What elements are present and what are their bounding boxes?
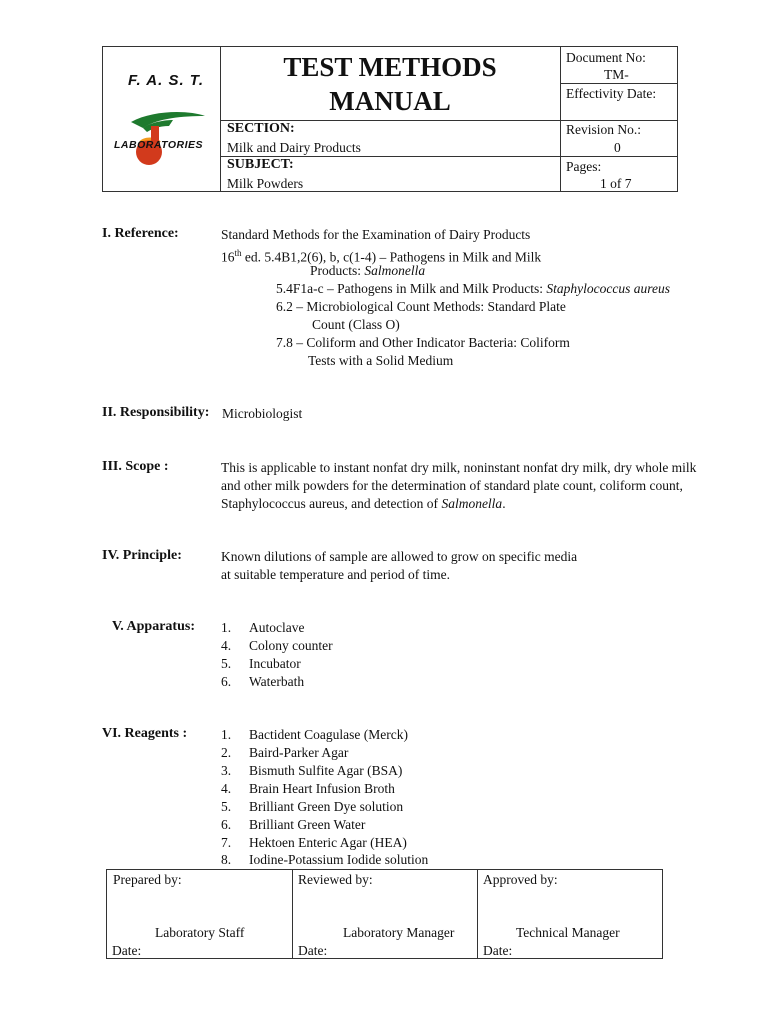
organism-name: Staphylococcus aureus <box>546 281 670 296</box>
reference-text: Products: <box>310 263 365 278</box>
item-text: Baird-Parker Agar <box>249 745 349 760</box>
item-number: 6. <box>221 674 232 689</box>
approved-by-name: Technical Manager <box>516 925 620 940</box>
title-line: TEST METHODS <box>283 52 497 82</box>
list-item <box>221 637 333 655</box>
reference-line: Count (Class O) <box>312 317 400 332</box>
item-number: 7. <box>221 835 232 850</box>
item-text: Incubator <box>249 656 301 671</box>
logo-text: LABORATORIES <box>114 139 204 151</box>
approved-by-label: Approved by: <box>483 872 558 887</box>
reference-line <box>276 280 670 298</box>
title-line: MANUAL <box>329 86 451 116</box>
reference-heading: I. Reference: <box>102 226 179 241</box>
list-item <box>221 673 304 691</box>
signature-divider <box>292 870 293 958</box>
list-item <box>221 619 304 637</box>
list-item <box>221 851 428 869</box>
reviewed-by-name: Laboratory Manager <box>343 925 455 940</box>
item-number: 5. <box>221 656 232 671</box>
organism-name: Salmonella <box>441 496 503 511</box>
responsibility-heading: II. Responsibility: <box>102 405 210 420</box>
principle-heading: IV. Principle: <box>102 548 182 563</box>
reference-line: 7.8 – Coliform and Other Indicator Bacteria: Coliform <box>276 335 570 350</box>
scope-line: This is applicable to instant nonfat dry milk, noninstant nonfat dry milk, dry whole milk <box>221 460 697 475</box>
principle-line: at suitable temperature and period of time. <box>221 567 451 582</box>
org-name: F. A. S. T. <box>128 72 205 89</box>
revision-label: Revision No.: <box>566 122 642 137</box>
reference-line <box>310 262 425 280</box>
item-text: Bactident Coagulase (Merck) <box>249 727 408 742</box>
section-label: SECTION: <box>227 121 295 136</box>
header-divider <box>560 47 561 191</box>
item-text: Brain Heart Infusion Broth <box>249 781 395 796</box>
scope-heading: III. Scope : <box>102 459 169 474</box>
list-item <box>221 726 408 744</box>
list-item <box>221 762 402 780</box>
signature-table <box>106 869 663 959</box>
scope-text: Staphylococcus aureus, and detection of <box>221 496 442 511</box>
item-text: Iodine-Potassium Iodide solution <box>249 852 429 867</box>
item-number: 3. <box>221 763 232 778</box>
reviewed-date-label: Date: <box>298 943 328 958</box>
organism-name: Salmonella <box>364 263 426 278</box>
reviewed-by-label: Reviewed by: <box>298 872 373 887</box>
header-divider <box>560 83 677 84</box>
list-item <box>221 744 348 762</box>
item-text: Brilliant Green Dye solution <box>249 799 404 814</box>
prepared-by-name: Laboratory Staff <box>155 925 245 940</box>
pages-label: Pages: <box>566 159 602 174</box>
list-item <box>221 816 365 834</box>
signature-divider <box>477 870 478 958</box>
item-number: 5. <box>221 799 232 814</box>
laboratories-logo <box>113 108 213 168</box>
subject-value: Milk Powders <box>227 176 304 191</box>
scope-line <box>221 495 506 513</box>
reference-text: 5.4F1a-c – Pathogens in Milk and Milk Products: <box>276 281 547 296</box>
scope-line: and other milk powders for the determination of standard plate count, coliform count, <box>221 478 683 493</box>
item-number: 6. <box>221 817 232 832</box>
item-number: 1. <box>221 727 232 742</box>
revision-value: 0 <box>614 140 621 155</box>
item-text: Bismuth Sulfite Agar (BSA) <box>249 763 403 778</box>
item-text: Autoclave <box>249 620 305 635</box>
edition-suffix: th <box>234 248 242 258</box>
subject-label: SUBJECT: <box>227 157 294 172</box>
list-item <box>221 780 395 798</box>
apparatus-heading: V. Apparatus: <box>112 619 195 634</box>
item-text: Hektoen Enteric Agar (HEA) <box>249 835 407 850</box>
item-number: 1. <box>221 620 232 635</box>
item-text: Brilliant Green Water <box>249 817 366 832</box>
item-number: 2. <box>221 745 232 760</box>
manual-title <box>220 50 560 118</box>
approved-date-label: Date: <box>483 943 513 958</box>
doc-no-label: Document No: <box>566 50 646 65</box>
reference-text: ed. 5.4B1,2(6), b, c(1-4) – Pathogens in Milk and Milk <box>241 249 542 265</box>
effectivity-date-label: Effectivity Date: <box>566 86 657 101</box>
pages-value: 1 of 7 <box>600 176 632 191</box>
reference-line: Standard Methods for the Examination of Dairy Products <box>221 227 531 242</box>
item-text: Colony counter <box>249 638 333 653</box>
item-number: 4. <box>221 638 232 653</box>
responsibility-value: Microbiologist <box>222 406 303 421</box>
item-number: 4. <box>221 781 232 796</box>
prepared-by-label: Prepared by: <box>113 872 182 887</box>
principle-line: Known dilutions of sample are allowed to grow on specific media <box>221 549 578 564</box>
list-item <box>221 655 301 673</box>
reference-line: Tests with a Solid Medium <box>308 353 454 368</box>
item-number: 8. <box>221 852 232 867</box>
list-item <box>221 834 407 852</box>
section-value: Milk and Dairy Products <box>227 140 361 155</box>
item-text: Waterbath <box>249 674 305 689</box>
edition-number: 16 <box>221 249 235 265</box>
doc-no-value: TM- <box>604 67 629 82</box>
scope-text: . <box>502 496 506 511</box>
reference-line: 6.2 – Microbiological Count Methods: Standard Plate <box>276 299 566 314</box>
prepared-date-label: Date: <box>112 943 142 958</box>
list-item <box>221 798 403 816</box>
reagents-heading: VI. Reagents : <box>102 726 188 741</box>
